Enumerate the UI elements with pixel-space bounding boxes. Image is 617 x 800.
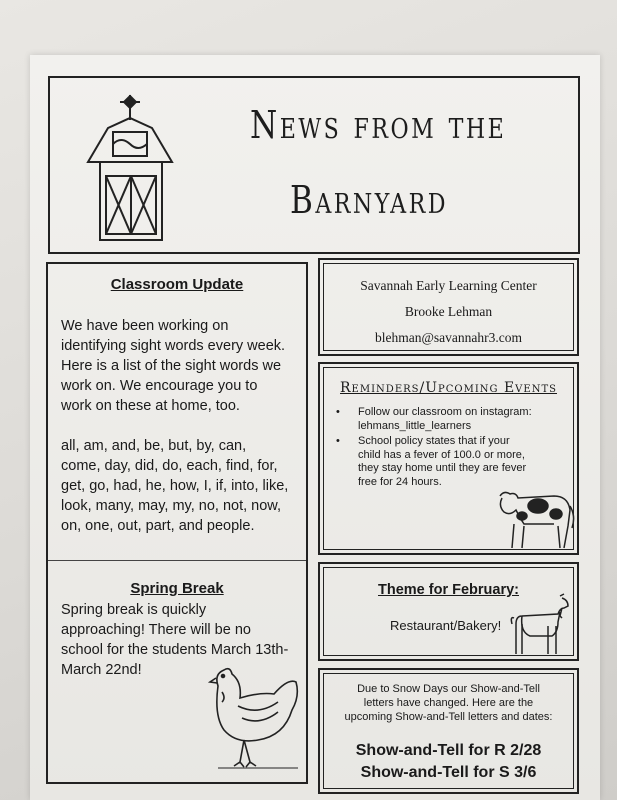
sight-words-list: all, am, and, be, but, by, can, come, day, did, do, each, find, for, get, go, had, he, how, I, if, into, like, look, many, may, my, no, not, now, on, one, out, part, and people. — [61, 438, 289, 534]
snow-days-panel — [318, 668, 579, 794]
cow-icon — [496, 486, 576, 552]
reminders-heading: Reminders/Upcoming Events — [340, 380, 557, 396]
snow-days-text: Due to Snow Days our Show-and-Tell letters have changed. Here are the upcoming Show-and-Tell letters and dates: — [344, 683, 553, 723]
theme-value: Restaurant/Bakery! — [390, 618, 502, 633]
reminders-panel — [318, 362, 579, 555]
goat-icon — [510, 592, 574, 656]
newsletter-header — [48, 76, 580, 254]
show-and-tell-s: Show-and-Tell for S 3/6 — [360, 764, 537, 781]
title-line-2: Barnyard — [290, 178, 448, 222]
classroom-update-panel — [46, 262, 308, 784]
barn-icon — [80, 90, 220, 245]
teacher-name: Brooke Lehman — [404, 304, 493, 319]
classroom-update-heading: Classroom Update — [110, 276, 244, 293]
list-item: • Follow our classroom on instagram: lehmans_little_learners — [334, 406, 564, 433]
list-item: • School policy states that if your child has a fever of 100.0 or more, they stay home until they are fever free for 24 hours. — [334, 435, 564, 489]
spring-break-text: Spring break is quickly approaching! There will be no school for the students March 13th- March 22nd! — [61, 602, 289, 678]
hen-icon — [208, 656, 303, 774]
title-line-1: News from the — [250, 103, 507, 147]
teacher-email[interactable]: blehman@savannahr3.com — [374, 330, 522, 345]
show-and-tell-r: Show-and-Tell for R 2/28 — [355, 742, 542, 759]
section-divider — [48, 560, 306, 561]
classroom-update-paragraph: We have been working on identifying sight words every week. Here is a list of the sight words we work on. We encourage you to work on these at home, too. — [61, 318, 286, 414]
contact-panel — [318, 258, 579, 356]
theme-heading: Theme for February: — [378, 582, 519, 598]
school-name: Savannah Early Learning Center — [360, 278, 537, 293]
theme-panel — [318, 562, 579, 661]
spring-break-heading: Spring Break — [130, 580, 224, 597]
reminders-list — [334, 406, 564, 491]
